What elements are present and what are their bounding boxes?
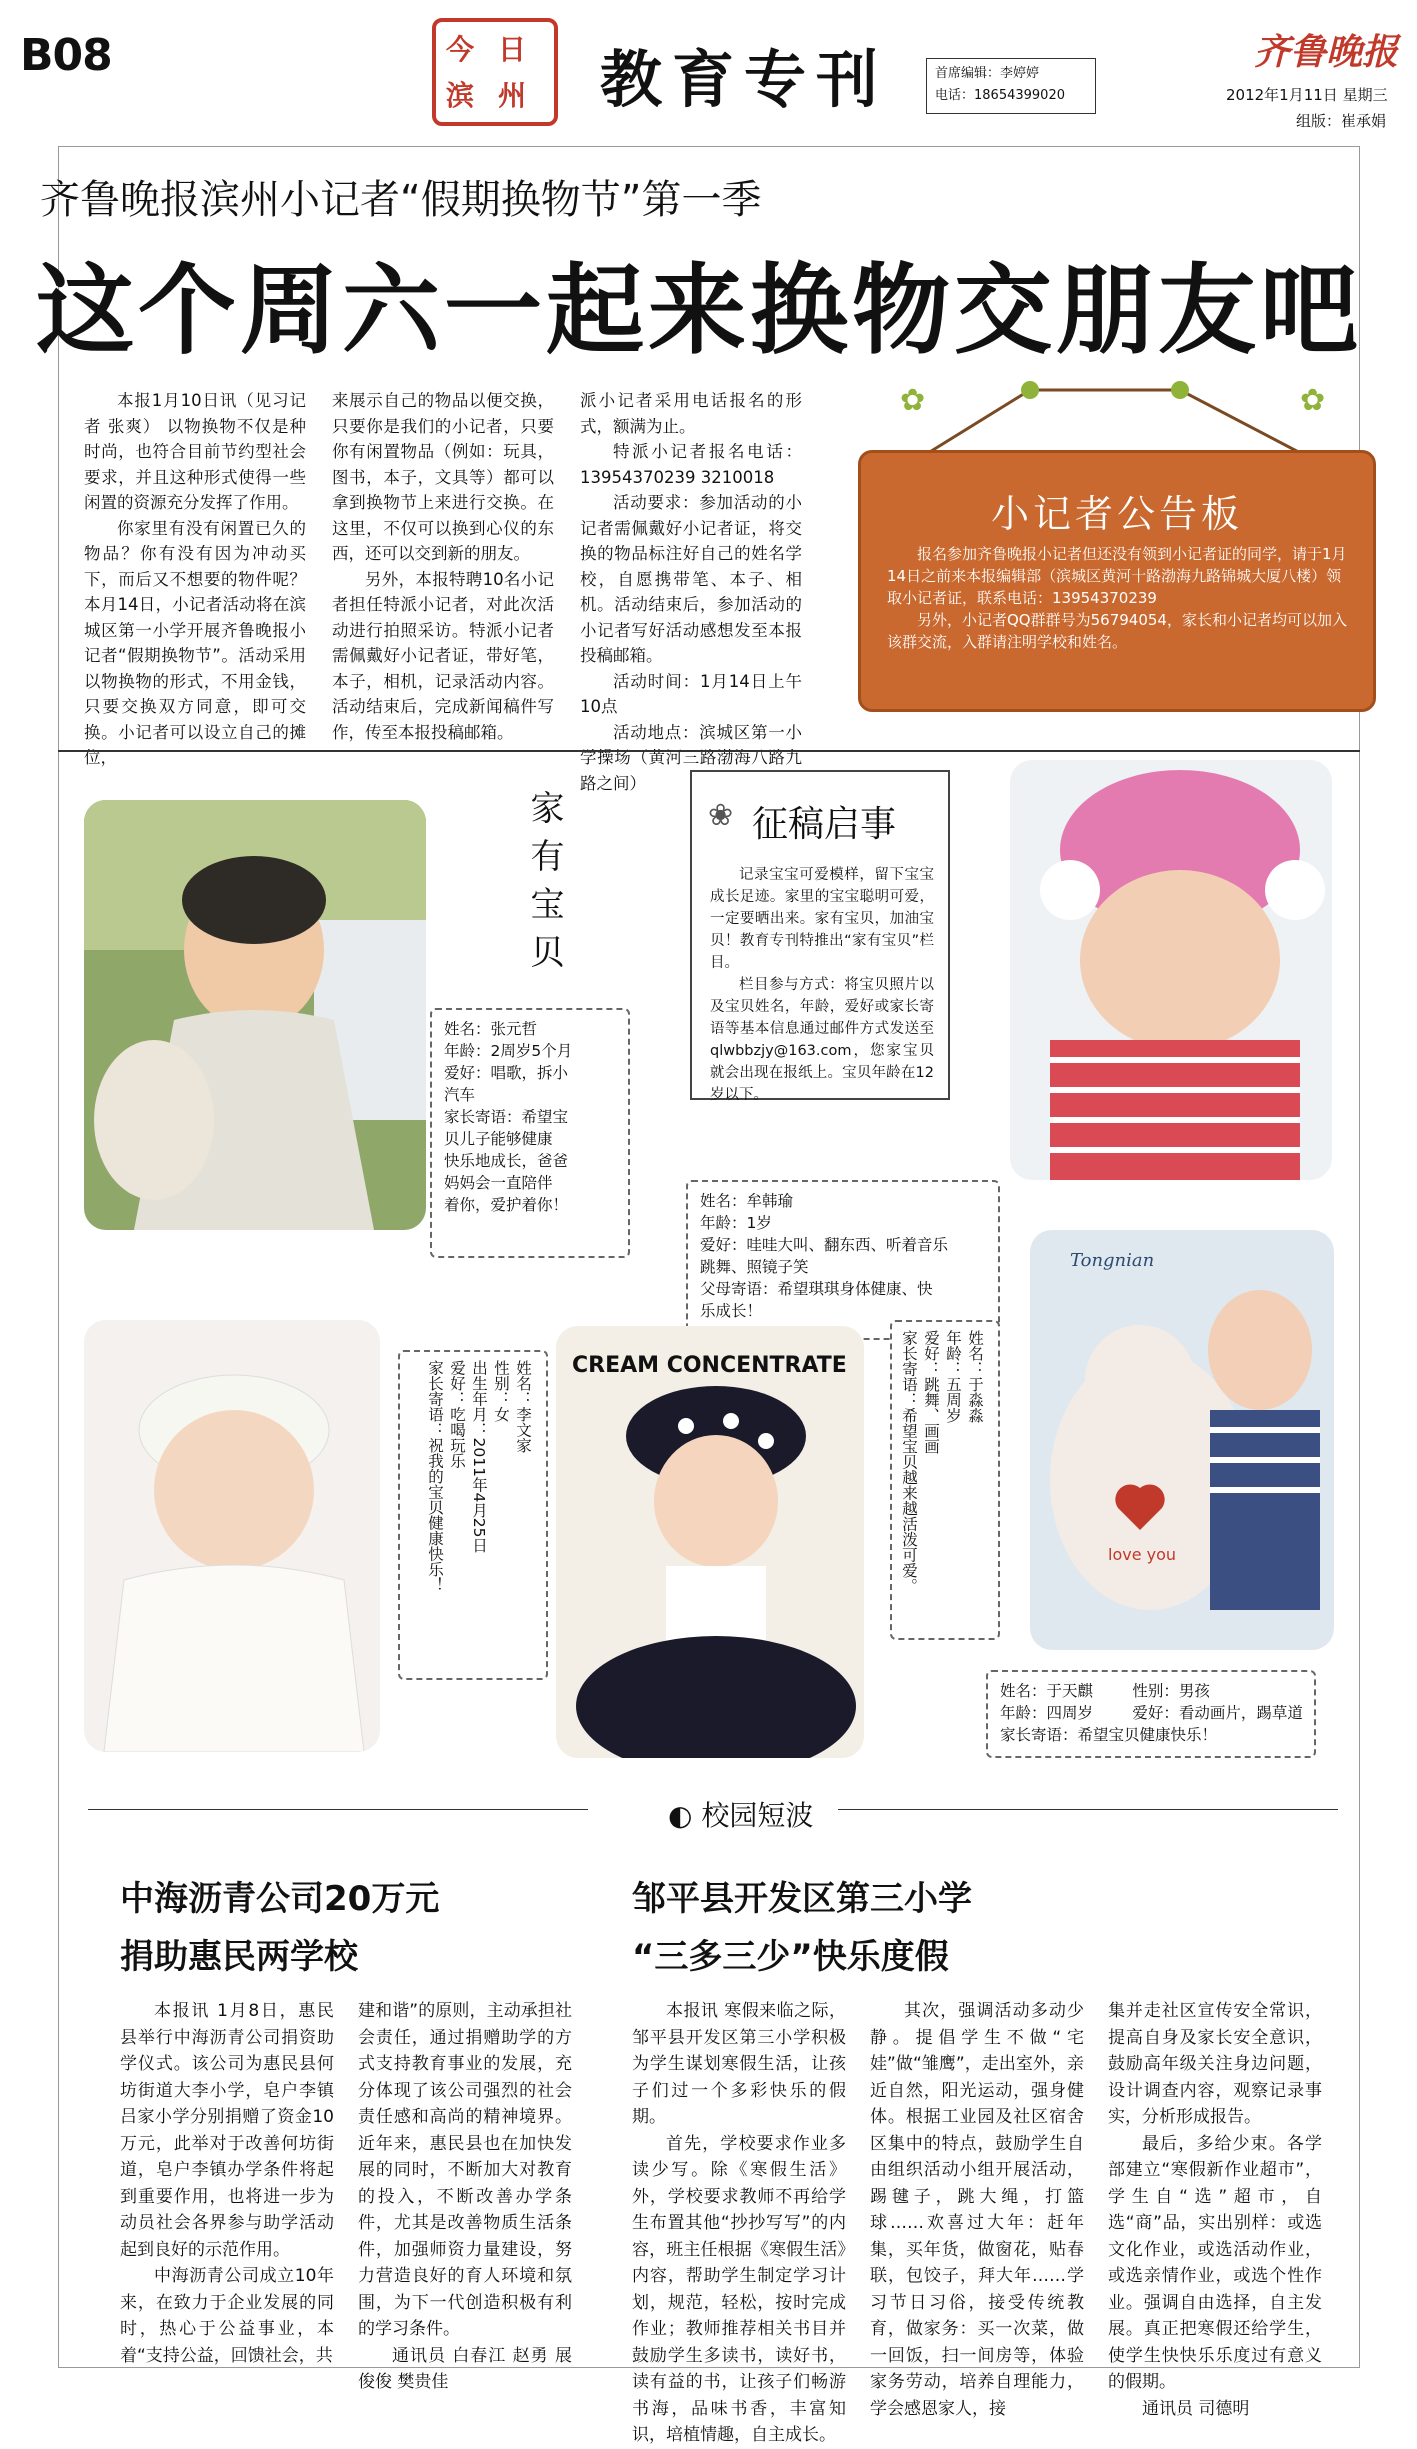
baby-info-line: 爱好：跳舞、画画 — [922, 1330, 940, 1454]
story-paragraph: 首先，学校要求作业多读少写。除《寒假生活》外，学校要求教师不再给学生布置其他“抄抄写写”的内容，班主任根据《寒假生活》内容，帮助学生制定学习计划，规范，轻松，按时完成作业；教师推荐相关书目并鼓励学生多读书，读好书，读有益的书，让孩子们畅游书海，品味书香，丰富知识，培植情趣，自主成长。 — [632, 2133, 846, 2445]
notice-board — [858, 450, 1376, 712]
story-paragraph: 本报讯 1月8日，惠民县举行中海沥青公司捐资助学仪式。该公司为惠民县何坊街道大李小学，皂户李镇吕家小学分别捐赠了资金10万元，此举对于改善何坊街道，皂户李镇办学条件将起到重要作用，也将进一步为动员社会各界参与助学活动起到良好的示范作用。 — [120, 2001, 334, 2260]
newspaper-logo-seal: 今 日 滨 州 — [432, 18, 558, 126]
photo-overlay-text: Tongnian — [1070, 1250, 1155, 1271]
section-title: 教育专刊 — [600, 43, 889, 116]
notice-board-paragraph: 报名参加齐鲁晚报小记者但还没有领到小记者证的同学，请于1月14日之前来本报编辑部（滨城区黄河十路渤海九路锦城大厦八楼）领取小记者证，联系电话：13954370239 — [887, 545, 1347, 607]
story-1-title: 中海沥青公司20万元 捐助惠民两学校 — [120, 1879, 440, 1977]
article-paragraph: 特派小记者报名电话：13954370239 3210018 — [580, 442, 802, 487]
article-column-2 — [332, 388, 554, 745]
layout-credit: 组版：崔承娟 — [1296, 112, 1387, 130]
notice-board-title: 小记者公告板 — [990, 492, 1243, 536]
story-paragraph: 中海沥青公司成立10年来，在致力于企业发展的同时，热心于公益事业，本着“支持公益，回馈社会，共 — [120, 2266, 334, 2366]
main-headline: 这个周六一起来换物交朋友吧 — [36, 254, 1363, 368]
baby-info-line: 家长寄语：希望宝贝越来越活泼可爱。 — [900, 1330, 918, 1594]
baby-info-line: 姓名：于淼淼 — [966, 1330, 984, 1423]
baby-photo-pink-hat — [1010, 760, 1332, 1180]
baby-info-line: 父母寄语：希望琪琪身体健康、快 — [700, 1280, 933, 1298]
campus-shorts-band — [58, 1790, 1360, 1830]
story-paragraph: 本报讯 寒假来临之际，邹平县开发区第三小学积极为学生谋划寒假生活，让孩子们过一个多彩快乐的假期。 — [632, 2001, 846, 2127]
speaker-icon: ◐ — [668, 1799, 693, 1832]
article-paragraph: 本报1月10日讯（见习记者 张爽） 以物换物不仅是种时尚，也符合目前节约型社会要求，并且这种形式使得一些闲置的资源充分发挥了作用。 — [84, 391, 306, 512]
baby-info-line: 汽车 — [444, 1086, 476, 1104]
story-credit: 通讯员 司德明 — [1142, 2398, 1250, 2419]
call-for-submissions — [690, 770, 950, 1103]
campus-shorts-title: ◐ 校园短波 — [668, 1799, 814, 1832]
baby-photo-teddy-bear — [1030, 1230, 1334, 1650]
baby-info-line: 年龄：1岁 — [700, 1214, 772, 1232]
article-paragraph: 活动要求：参加活动的小记者需佩戴好小记者证，将交换的物品标注好自己的姓名学校，自愿携带笔、本子、相机。活动结束后，参加活动的小记者写好活动感想发至本报投稿邮箱。 — [580, 493, 802, 665]
call-for-submissions-title: 征稿启事 — [752, 804, 897, 845]
baby-photo-white-dress — [84, 1320, 380, 1752]
notice-board-paragraph: 另外，小记者QQ群群号为56794054，家长和小记者均可以加入该群交流，入群请注明学校和姓名。 — [887, 611, 1347, 651]
baby-info-line: 年龄：2周岁5个月 — [444, 1042, 573, 1060]
article-paragraph: 你家里有没有闲置已久的物品？你有没有因为冲动买下，而后又不想要的物件呢？本月14日，小记者活动将在滨城区第一小学开展齐鲁晚报小记者“假期换物节”。活动采用以物换物的形式，不用金钱，只要交换双方同意，即可交换。小记者可以设立自己的摊位， — [84, 518, 306, 767]
baby-info-callout-2 — [686, 1180, 1000, 1340]
story-paragraph: 最后，多给少束。各学部建立“寒假新作业超市”，学生自“选”超市，自选“商”品，实出别样：或选文化作业，或选活动作业，或选亲情作业，或选个性作业。强调自由选择，自主发展。真正把寒假还给学生，使学生快快乐乐度过有意义的假期。 — [1108, 2133, 1322, 2392]
bear-text: love you — [1108, 1545, 1177, 1564]
board-hanging-decoration — [880, 370, 1350, 460]
baby-info-line: 性别：女 — [492, 1360, 510, 1422]
article-column-1 — [84, 388, 306, 771]
story-paragraph: 其次，强调活动多动少静。提倡学生不做“宅娃”做“雏鹰”，走出室外，亲近自然，阳光运动，强身健体。根据工业园及社区宿舍区集中的特点，鼓励学生自由组织活动小组开展活动，踢毽子，跳大绳，打篮球……欢喜过大年：赶年集，买年货，做窗花，贴春联，包饺子，拜大年……学习节日习俗，接受传统教育，做家务：买一次菜，做一回饭，扫一间房等，体验家务劳动，培养自理能力，学会感恩家人，接 — [870, 2001, 1084, 2419]
article-paragraph: 另外，本报特聘10名小记者担任特派小记者，对此次活动进行拍照采访。特派小记者需佩戴好小记者证，带好笔，本子，相机，记录活动内容。活动结束后，完成新闻稿件写作，传至本报投稿邮箱。 — [332, 569, 554, 742]
baby-info-line: 家长寄语：希望宝贝健康快乐！ — [1000, 1726, 1218, 1744]
baby-info-line: 年龄：五周岁 — [944, 1330, 962, 1423]
article-paragraph: 来展示自己的物品以便交换，只要你是我们的小记者，只要你有闲置物品（例如：玩具，图书，本子，文具等）都可以拿到换物节上来进行交换。在这里，不仅可以换到心仪的东西，还可以交到新的朋友。 — [332, 391, 554, 563]
story-credit: 通讯员 白春江 赵勇 展俊俊 樊贵佳 — [358, 2345, 572, 2392]
article-paragraph: 活动时间：1月14日上午10点 — [580, 671, 802, 716]
baby-info-line: 姓名：牟韩瑜 — [700, 1192, 794, 1210]
story-2-column-2 — [870, 1998, 1084, 2422]
page-number: B08 — [20, 30, 112, 81]
baby-info-callout-1 — [430, 1008, 630, 1258]
editor-name: 首席编辑：李婷婷 — [935, 66, 1040, 81]
notice-board-body — [887, 543, 1347, 653]
baby-info-line: 跳舞、照镜子笑 — [700, 1258, 809, 1276]
story-paragraph: 建和谐”的原则，主动承担社会责任，通过捐赠助学的方式支持教育事业的发展，充分体现了该公司强烈的社会责任感和高尚的精神境界。近年来，惠民县也在加快发展的同时，不断加大对教育的投入，不断改善办学条件，尤其是改善物质生活条件，加强师资力量建设，努力营造良好的育人环境和氛围，为下一代创造积极有利的学习条件。 — [358, 2001, 572, 2339]
baby-info-line: 快乐地成长，爸爸 — [444, 1152, 569, 1170]
column-title-family-baby: 家有宝贝 — [524, 790, 564, 982]
baby-info-line: 家长寄语：祝我的宝贝健康快乐！ — [426, 1360, 444, 1593]
baby-info-line: 年龄：四周岁 爱好：看动画片，踢草道 — [1000, 1704, 1303, 1722]
baby-info-line: 姓名：张元哲 — [444, 1020, 538, 1038]
section-divider — [58, 750, 1360, 752]
call-paragraph: 栏目参与方式：将宝贝照片以及宝贝姓名，年龄，爱好或家长寄语等基本信息通过邮件方式发送至qlwbbzjy@163.com，您家宝贝就会出现在报纸上。宝贝年龄在12岁以下。 — [710, 977, 934, 1103]
call-paragraph: 记录宝宝可爱模样，留下宝宝成长足迹。家里的宝宝聪明可爱，一定要晒出来。家有宝贝，加油宝贝！教育专刊特推出“家有宝贝”栏目。 — [710, 867, 934, 971]
article-column-3 — [580, 388, 802, 796]
baby-photo-polka-girl — [556, 1326, 864, 1758]
baby-info-callout-5 — [986, 1670, 1316, 1758]
story-paragraph: 集并走社区宣传安全常识，提高自身及家长安全意识，鼓励高年级关注身边问题，设计调查内容，观察记录事实，分析形成报告。 — [1108, 2001, 1322, 2127]
flower-icon: ❀ — [708, 798, 734, 833]
issue-date: 2012年1月11日 星期三 — [1226, 86, 1388, 104]
editor-info — [926, 58, 1096, 114]
call-for-submissions-body — [710, 864, 934, 1106]
baby-info-line: 出生年月：2011年4月25日 — [470, 1360, 488, 1554]
story-1-column-1 — [120, 1998, 334, 2369]
baby-info-line: 妈妈会一直陪伴 — [444, 1174, 553, 1192]
baby-info-line: 着你，爱护着你！ — [444, 1196, 569, 1214]
story-1-column-2 — [358, 1998, 572, 2396]
svg-text:✿: ✿ — [1300, 383, 1326, 418]
baby-info-line: 爱好：唱歌，拆小 — [444, 1064, 569, 1082]
baby-info-line: 爱好：吃喝玩乐 — [448, 1360, 466, 1469]
baby-info-line: 爱好：哇哇大叫、翻东西、听着音乐 — [700, 1236, 949, 1254]
headline-kicker: 齐鲁晚报滨州小记者“假期换物节”第一季 — [40, 177, 762, 223]
story-2-title: 邹平县开发区第三小学 “三多三少”快乐度假 — [632, 1879, 972, 1977]
baby-info-line: 家长寄语：希望宝 — [444, 1108, 569, 1126]
editor-phone: 电话：18654399020 — [935, 88, 1065, 103]
baby-info-line: 乐成长！ — [700, 1302, 763, 1320]
baby-photo-boy-smiling — [84, 800, 426, 1230]
photo-overlay-text: CREAM CONCENTRATE — [572, 1353, 847, 1378]
baby-info-callout-4 — [890, 1320, 1000, 1640]
story-2-column-3 — [1108, 1998, 1322, 2422]
baby-info-line: 姓名：李文家 — [514, 1360, 532, 1453]
article-paragraph: 活动地点：滨城区第一小学操场（黄河三路渤海八路九路之间） — [580, 722, 802, 793]
article-paragraph: 派小记者采用电话报名的形式，额满为止。 — [580, 391, 802, 436]
baby-info-callout-3 — [398, 1350, 548, 1680]
newspaper-name: 齐鲁晚报 — [1254, 31, 1399, 73]
story-2-column-1 — [632, 1998, 846, 2449]
baby-info-line: 姓名：于天麒 性别：男孩 — [1000, 1682, 1210, 1700]
svg-text:✿: ✿ — [900, 383, 926, 418]
baby-info-line: 贝儿子能够健康 — [444, 1130, 553, 1148]
